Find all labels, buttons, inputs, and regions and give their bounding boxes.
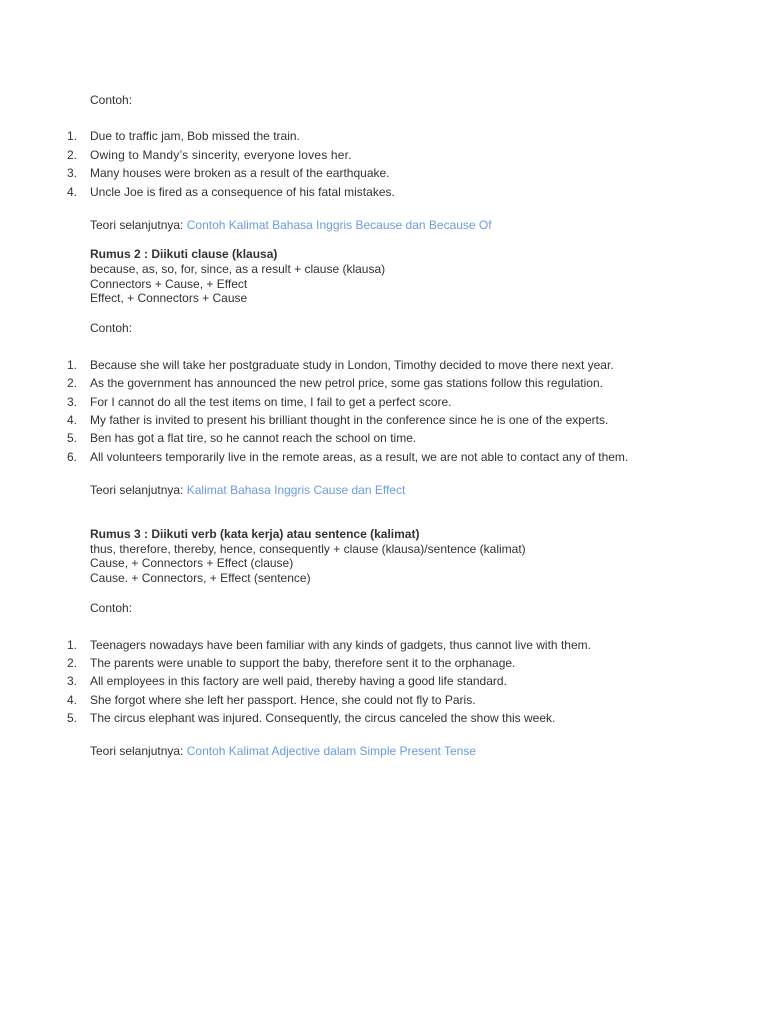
teori-prefix: Teori selanjutnya: bbox=[90, 483, 187, 497]
list-item: My father is invited to present his brilliant thought in the conference since he is one of the experts. bbox=[90, 413, 609, 427]
list-item: Teenagers nowadays have been familiar with any kinds of gadgets, thus cannot live with them. bbox=[90, 638, 591, 652]
list-item: The parents were unable to support the baby, therefore sent it to the orphanage. bbox=[90, 656, 516, 670]
list-item-number: 4. bbox=[67, 693, 78, 707]
list-item-number: 1. bbox=[67, 638, 78, 652]
rumus-2-heading: Rumus 2 : Diikuti clause (klausa) bbox=[90, 247, 278, 261]
list-item: Owing to Mandy’s sincerity, everyone loves her. bbox=[90, 148, 352, 162]
list-item: Ben has got a flat tire, so he cannot reach the school on time. bbox=[90, 431, 417, 445]
list-item: For I cannot do all the test items on time, I fail to get a perfect score. bbox=[90, 395, 452, 409]
teori-link[interactable]: Kalimat Bahasa Inggris Cause dan Effect bbox=[186, 483, 406, 497]
teori-prefix: Teori selanjutnya: bbox=[90, 218, 187, 232]
teori-link[interactable]: Contoh Kalimat Bahasa Inggris Because dan Because Of bbox=[186, 218, 492, 232]
teori-line bbox=[90, 218, 492, 233]
teori-line bbox=[90, 744, 476, 759]
rumus-line: Effect, + Connectors + Cause bbox=[90, 291, 248, 305]
list-item-number: 4. bbox=[67, 185, 78, 199]
rumus-line: Cause. + Connectors, + Effect (sentence) bbox=[90, 571, 311, 585]
contoh-label: Contoh: bbox=[90, 321, 133, 335]
rumus-line: because, as, so, for, since, as a result + clause (klausa) bbox=[90, 262, 386, 276]
list-item: All employees in this factory are well paid, thereby having a good life standard. bbox=[90, 674, 507, 688]
list-item: Because she will take her postgraduate study in London, Timothy decided to move there next year. bbox=[90, 358, 614, 372]
rumus-line: Connectors + Cause, + Effect bbox=[90, 277, 248, 291]
list-item-number: 1. bbox=[67, 358, 78, 372]
teori-prefix: Teori selanjutnya: bbox=[90, 744, 187, 758]
list-item-number: 1. bbox=[67, 129, 78, 143]
list-item: Uncle Joe is fired as a consequence of his fatal mistakes. bbox=[90, 185, 395, 199]
rumus-line: Cause, + Connectors + Effect (clause) bbox=[90, 556, 294, 570]
list-item-number: 2. bbox=[67, 376, 78, 390]
list-item-number: 5. bbox=[67, 711, 78, 725]
list-item-number: 3. bbox=[67, 395, 78, 409]
list-item-number: 3. bbox=[67, 674, 78, 688]
list-item: All volunteers temporarily live in the remote areas, as a result, we are not able to contact any of them. bbox=[90, 450, 629, 464]
rumus-3-heading: Rumus 3 : Diikuti verb (kata kerja) atau sentence (kalimat) bbox=[90, 527, 420, 541]
list-item: Due to traffic jam, Bob missed the train. bbox=[90, 129, 300, 143]
list-item-number: 6. bbox=[67, 450, 78, 464]
list-item-number: 4. bbox=[67, 413, 78, 427]
list-item-number: 3. bbox=[67, 166, 78, 180]
contoh-label: Contoh: bbox=[90, 93, 133, 107]
list-item-number: 5. bbox=[67, 431, 78, 445]
list-item: The circus elephant was injured. Consequently, the circus canceled the show this week. bbox=[90, 711, 556, 725]
list-item: She forgot where she left her passport. Hence, she could not fly to Paris. bbox=[90, 693, 476, 707]
teori-line bbox=[90, 483, 405, 498]
rumus-line: thus, therefore, thereby, hence, consequently + clause (klausa)/sentence (kalimat) bbox=[90, 542, 526, 556]
teori-link[interactable]: Contoh Kalimat Adjective dalam Simple Present Tense bbox=[186, 744, 476, 758]
contoh-label: Contoh: bbox=[90, 601, 133, 615]
list-item-number: 2. bbox=[67, 148, 78, 162]
list-item: Many houses were broken as a result of the earthquake. bbox=[90, 166, 390, 180]
list-item-number: 2. bbox=[67, 656, 78, 670]
list-item: As the government has announced the new petrol price, some gas stations follow this regulation. bbox=[90, 376, 603, 390]
